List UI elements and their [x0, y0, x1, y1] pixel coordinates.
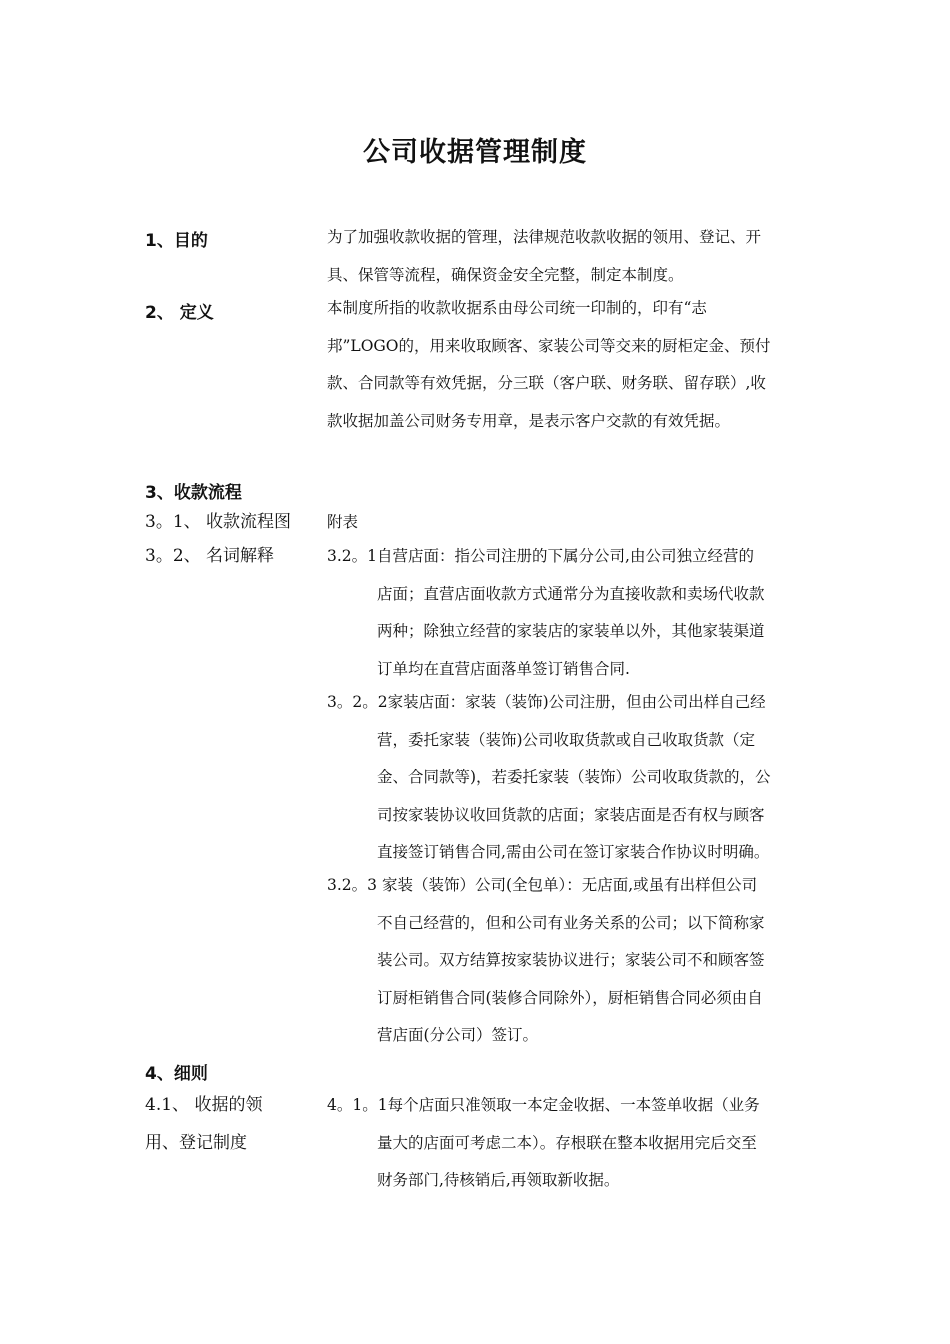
rule-4-1-1: [327, 1087, 805, 1200]
text-line: 本制度所指的收款收据系由母公司统一印制的，印有“志: [327, 299, 707, 317]
item-3-2-label: 3。2、 名词解释: [145, 546, 275, 566]
item-3-1-value: 附表: [327, 513, 359, 531]
text-line: 3。2。2家装店面：家装（装饰)公司注册，但由公司出样自己经: [327, 693, 766, 711]
section-1-text: [327, 219, 805, 294]
page-title: 公司收据管理制度: [363, 137, 587, 168]
definition-3-2-3: [327, 867, 805, 1055]
item-4-1-label: [145, 1087, 262, 1162]
text-line: 邦”LOGO的，用来收取顾客、家装公司等交来的厨柜定金、预付: [327, 336, 771, 355]
text-line: 营，委托家装（装饰)公司收取货款或自己收取货款（定: [377, 730, 756, 749]
text-line: 装公司。双方结算按家装协议进行；家装公司不和顾客签: [377, 951, 765, 969]
text-line: 3.2。3 家装（装饰）公司(全包单）：无店面,或虽有出样但公司: [327, 876, 758, 894]
text-line: 直接签订销售合同,需由公司在签订家装合作协议时明确。: [377, 843, 770, 861]
definition-3-2-1: [327, 538, 805, 688]
text-line: 4。1。1每个店面只准领取一本定金收据、一本签单收据（业务: [327, 1096, 760, 1114]
section-4-heading: 4、细则: [145, 1064, 208, 1084]
item-3-1-label: 3。1、 收款流程图: [145, 512, 292, 532]
section-3-heading: 3、收款流程: [145, 483, 242, 503]
text-line: 用、登记制度: [145, 1132, 247, 1153]
definition-3-2-2: [327, 684, 805, 872]
text-line: 4.1、 收据的领: [145, 1095, 263, 1115]
text-line: 款收据加盖公司财务专用章，是表示客户交款的有效凭据。: [327, 411, 731, 430]
text-line: 订厨柜销售合同(装修合同除外），厨柜销售合同必须由自: [377, 988, 763, 1007]
text-line: 营店面(分公司）签订。: [377, 1026, 539, 1044]
text-line: 订单均在直营店面落单签订销售合同.: [377, 659, 630, 678]
text-line: 3.2。1自营店面：指公司注册的下属分公司,由公司独立经营的: [327, 547, 754, 565]
text-line: 不自己经营的，但和公司有业务关系的公司；以下简称家: [377, 913, 765, 932]
text-line: 为了加强收款收据的管理，法律规范收款收据的领用、登记、开: [327, 228, 762, 246]
section-2-heading: 2、 定义: [145, 303, 214, 323]
text-line: 两种；除独立经营的家装店的家装单以外，其他家装渠道: [377, 622, 765, 640]
section-2-text: [327, 290, 805, 440]
text-line: 司按家装协议收回货款的店面；家装店面是否有权与顾客: [377, 805, 765, 824]
text-line: 量大的店面可考虑二本）。存根联在整本收据用完后交至: [377, 1133, 757, 1152]
text-line: 金、合同款等)，若委托家装（装饰）公司收取货款的，公: [377, 768, 771, 786]
text-line: 款、合同款等有效凭据，分三联（客户联、财务联、留存联）,收: [327, 374, 766, 392]
text-line: 店面；直营店面收款方式通常分为直接收款和卖场代收款: [377, 584, 765, 603]
section-1-heading: 1、目的: [145, 231, 208, 251]
text-line: 财务部门,待核销后,再领取新收据。: [377, 1171, 620, 1189]
text-line: 具、保管等流程，确保资金安全完整，制定本制度。: [327, 265, 684, 284]
